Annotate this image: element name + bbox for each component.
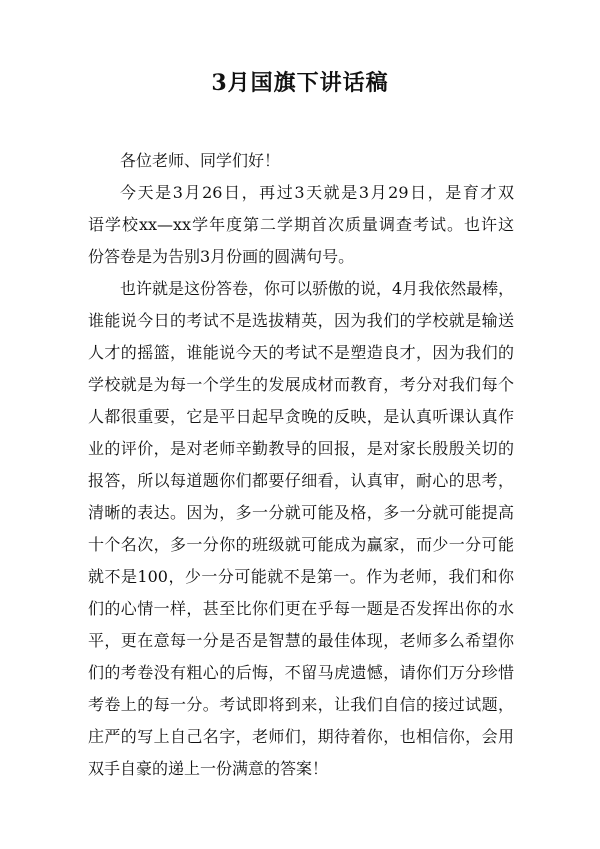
paragraph-line: 平，更在意每一分是否是智慧的最佳体现，老师多么希望你	[88, 631, 514, 650]
speech-body	[88, 145, 514, 785]
greeting-line: 各位老师、同学们好！	[120, 151, 281, 170]
page-title: 3月国旗下讲话稿	[211, 70, 389, 96]
paragraph-line: 份答卷是为告别3月份画的圆满句号。	[88, 247, 355, 266]
paragraph-line: 也许就是这份答卷，你可以骄傲的说，4月我依然最棒，	[120, 279, 514, 298]
paragraph-line: 语学校xx—xx学年度第二学期首次质量调查考试。也许这	[88, 215, 514, 234]
paragraph-line: 人才的摇篮，谁能说今天的考试不是塑造良才，因为我们的	[88, 343, 514, 362]
paragraph-line: 就不是100，少一分可能就不是第一。作为老师，我们和你	[88, 567, 514, 586]
paragraph-line: 十个名次，多一分你的班级就可能成为赢家，而少一分可能	[88, 535, 514, 554]
paragraph-line: 庄严的写上自己名字，老师们，期待着你，也相信你，会用	[88, 727, 514, 746]
paragraph-line: 们的心情一样，甚至比你们更在乎每一题是否发挥出你的水	[88, 599, 514, 618]
paragraph-line: 清晰的表达。因为，多一分就可能及格，多一分就可能提高	[88, 503, 514, 522]
paragraph-line: 报答，所以每道题你们都要仔细看，认真审，耐心的思考，	[88, 471, 514, 490]
paragraph-line: 学校就是为每一个学生的发展成材而教育，考分对我们每个	[88, 375, 514, 394]
paragraph-line: 们的考卷没有粗心的后悔，不留马虎遗憾，请你们万分珍惜	[88, 663, 514, 682]
paragraph-line: 谁能说今日的考试不是选拔精英，因为我们的学校就是输送	[88, 311, 514, 330]
paragraph-line: 今天是3月26日，再过3天就是3月29日，是育才双	[120, 183, 514, 202]
paragraph-line: 人都很重要，它是平日起早贪晚的反映，是认真听课认真作	[88, 407, 514, 426]
paragraph-line: 考卷上的每一分。考试即将到来，让我们自信的接过试题，	[88, 695, 514, 714]
paragraph-line: 双手自豪的递上一份满意的答案！	[88, 759, 329, 778]
paragraph-line: 业的评价，是对老师辛勤教导的回报，是对家长殷殷关切的	[88, 439, 514, 458]
